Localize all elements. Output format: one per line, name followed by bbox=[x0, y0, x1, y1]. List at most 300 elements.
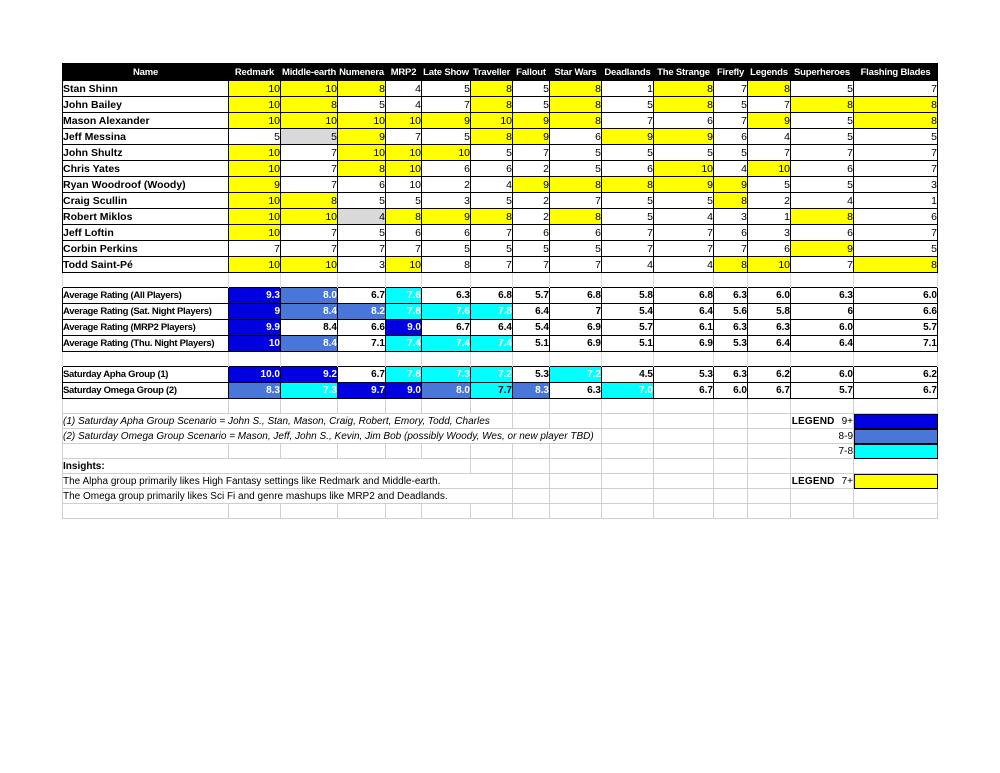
grid-cell bbox=[602, 273, 654, 288]
rating-cell: 2 bbox=[513, 161, 550, 177]
grid-cell bbox=[602, 429, 654, 444]
average-label-cell: Average Rating (Sat. Night Players) bbox=[63, 304, 229, 320]
column-header: Deadlands bbox=[602, 64, 654, 81]
average-cell: 6.6 bbox=[338, 320, 386, 336]
group-row bbox=[63, 367, 938, 383]
rating-cell: 5 bbox=[791, 177, 854, 193]
rating-cell: 7 bbox=[714, 241, 748, 257]
player-row bbox=[63, 241, 938, 257]
rating-cell: 5 bbox=[471, 145, 513, 161]
group-cell: 10.0 bbox=[229, 367, 281, 383]
grid-cell bbox=[229, 444, 281, 459]
rating-cell: 7 bbox=[550, 193, 602, 209]
average-cell: 6.6 bbox=[854, 304, 938, 320]
group-cell: 7.3 bbox=[281, 383, 338, 399]
rating-cell: 5 bbox=[513, 241, 550, 257]
rating-cell: 7 bbox=[281, 225, 338, 241]
grid-cell bbox=[791, 489, 854, 504]
rating-cell: 7 bbox=[229, 241, 281, 257]
rating-cell: 7 bbox=[854, 145, 938, 161]
group-cell: 4.5 bbox=[602, 367, 654, 383]
rating-cell: 8 bbox=[281, 97, 338, 113]
group-cell: 9.0 bbox=[386, 383, 422, 399]
average-cell: 8.4 bbox=[281, 336, 338, 352]
rating-cell: 1 bbox=[602, 81, 654, 97]
average-cell: 7.4 bbox=[471, 336, 513, 352]
average-cell: 7.8 bbox=[471, 304, 513, 320]
average-cell: 5.8 bbox=[748, 304, 791, 320]
rating-cell: 7 bbox=[281, 241, 338, 257]
rating-cell: 8 bbox=[422, 257, 471, 273]
column-header: Superheroes bbox=[791, 64, 854, 81]
rating-cell: 8 bbox=[854, 257, 938, 273]
legend-range-7plus: 7+ bbox=[841, 475, 853, 487]
player-name-cell: John Shultz bbox=[63, 145, 229, 161]
rating-cell: 6 bbox=[513, 225, 550, 241]
average-cell: 5.7 bbox=[513, 288, 550, 304]
rating-cell: 7 bbox=[854, 225, 938, 241]
grid-cell bbox=[854, 459, 938, 474]
footnote-2-text: (2) Saturday Omega Group Scenario = Mason, Jeff, John S., Kevin, Jim Bob (possibly Woody, Wes, or new player TBD) bbox=[63, 429, 602, 444]
grid-cell bbox=[748, 459, 791, 474]
rating-cell: 6 bbox=[602, 161, 654, 177]
grid-cell bbox=[791, 352, 854, 367]
grid-cell bbox=[748, 504, 791, 519]
rating-cell: 4 bbox=[386, 97, 422, 113]
rating-cell: 7 bbox=[602, 241, 654, 257]
group-row bbox=[63, 383, 938, 399]
grid-cell bbox=[63, 273, 229, 288]
grid-cell bbox=[602, 489, 654, 504]
player-row bbox=[63, 193, 938, 209]
rating-cell: 5 bbox=[550, 145, 602, 161]
player-row bbox=[63, 257, 938, 273]
player-name-cell: Corbin Perkins bbox=[63, 241, 229, 257]
rating-cell: 1 bbox=[854, 193, 938, 209]
group-cell: 6.3 bbox=[550, 383, 602, 399]
grid-cell bbox=[386, 444, 422, 459]
grid-cell bbox=[550, 399, 602, 414]
rating-cell: 8 bbox=[748, 81, 791, 97]
average-row bbox=[63, 320, 938, 336]
rating-cell: 9 bbox=[654, 177, 714, 193]
grid-cell bbox=[714, 474, 748, 489]
grid-cell bbox=[281, 399, 338, 414]
rating-cell: 9 bbox=[714, 177, 748, 193]
average-cell: 5.3 bbox=[714, 336, 748, 352]
rating-cell: 4 bbox=[602, 257, 654, 273]
grid-cell bbox=[714, 352, 748, 367]
rating-cell: 8 bbox=[471, 97, 513, 113]
group-cell: 6.7 bbox=[338, 367, 386, 383]
footnote-row-1 bbox=[63, 414, 938, 429]
rating-cell: 7 bbox=[513, 145, 550, 161]
average-cell: 6.7 bbox=[422, 320, 471, 336]
grid-cell bbox=[602, 414, 654, 429]
average-row bbox=[63, 288, 938, 304]
grid-cell bbox=[748, 273, 791, 288]
grid-cell bbox=[281, 352, 338, 367]
groups-section bbox=[63, 367, 938, 399]
rating-cell: 10 bbox=[338, 145, 386, 161]
legend-range-7-8: 7-8 bbox=[838, 445, 853, 457]
grid-cell bbox=[854, 273, 938, 288]
rating-cell: 10 bbox=[281, 209, 338, 225]
average-cell: 7 bbox=[550, 304, 602, 320]
rating-cell: 10 bbox=[386, 257, 422, 273]
grid-cell bbox=[471, 273, 513, 288]
grid-cell bbox=[513, 474, 550, 489]
grid-cell bbox=[471, 399, 513, 414]
rating-cell: 7 bbox=[602, 225, 654, 241]
average-cell: 7.1 bbox=[338, 336, 386, 352]
player-name-cell: Stan Shinn bbox=[63, 81, 229, 97]
grid-cell bbox=[714, 399, 748, 414]
rating-cell: 9 bbox=[602, 129, 654, 145]
rating-cell: 5 bbox=[854, 241, 938, 257]
spacer-row bbox=[63, 399, 938, 414]
rating-cell: 8 bbox=[854, 97, 938, 113]
rating-cell: 7 bbox=[714, 113, 748, 129]
group-cell: 7.3 bbox=[422, 367, 471, 383]
rating-cell: 10 bbox=[748, 161, 791, 177]
rating-cell: 5 bbox=[602, 209, 654, 225]
grid-cell bbox=[513, 414, 550, 429]
grid-cell bbox=[229, 273, 281, 288]
average-cell: 6.0 bbox=[748, 288, 791, 304]
spacer-row bbox=[63, 504, 938, 519]
average-cell: 6.1 bbox=[654, 320, 714, 336]
rating-cell: 10 bbox=[281, 113, 338, 129]
player-row bbox=[63, 97, 938, 113]
average-cell: 8.4 bbox=[281, 304, 338, 320]
grid-cell bbox=[513, 504, 550, 519]
rating-cell: 9 bbox=[791, 241, 854, 257]
average-cell: 6.4 bbox=[791, 336, 854, 352]
rating-cell: 5 bbox=[602, 145, 654, 161]
grid-cell bbox=[471, 444, 513, 459]
average-cell: 7.4 bbox=[386, 336, 422, 352]
grid-cell bbox=[281, 444, 338, 459]
group-cell: 6.7 bbox=[654, 383, 714, 399]
average-cell: 6.8 bbox=[471, 288, 513, 304]
rating-cell: 5 bbox=[791, 129, 854, 145]
average-row bbox=[63, 304, 938, 320]
grid-cell bbox=[63, 444, 229, 459]
rating-cell: 4 bbox=[748, 129, 791, 145]
rating-cell: 5 bbox=[338, 193, 386, 209]
average-cell: 6.3 bbox=[791, 288, 854, 304]
rating-cell: 5 bbox=[471, 241, 513, 257]
grid-cell bbox=[422, 352, 471, 367]
rating-cell: 2 bbox=[422, 177, 471, 193]
grid-cell bbox=[550, 459, 602, 474]
grid-cell bbox=[791, 504, 854, 519]
average-cell: 5.6 bbox=[714, 304, 748, 320]
insight-omega-text: The Omega group primarily likes Sci Fi and genre mashups like MRP2 and Deadlands. bbox=[63, 489, 513, 504]
grid-cell bbox=[654, 352, 714, 367]
grid-cell bbox=[471, 504, 513, 519]
rating-cell: 10 bbox=[229, 193, 281, 209]
grid-cell bbox=[654, 489, 714, 504]
average-label-cell: Average Rating (MRP2 Players) bbox=[63, 320, 229, 336]
rating-cell: 7 bbox=[281, 177, 338, 193]
grid-cell bbox=[748, 489, 791, 504]
average-cell: 6.7 bbox=[338, 288, 386, 304]
rating-cell: 10 bbox=[422, 145, 471, 161]
rating-cell: 10 bbox=[229, 97, 281, 113]
grid-cell bbox=[748, 399, 791, 414]
average-cell: 6.4 bbox=[513, 304, 550, 320]
rating-cell: 3 bbox=[422, 193, 471, 209]
group-cell: 6.0 bbox=[714, 383, 748, 399]
group-cell: 5.3 bbox=[513, 367, 550, 383]
grid-cell bbox=[854, 489, 938, 504]
grid-cell bbox=[471, 459, 513, 474]
rating-cell: 7 bbox=[654, 241, 714, 257]
rating-cell: 5 bbox=[229, 129, 281, 145]
grid-cell bbox=[654, 273, 714, 288]
grid-cell bbox=[513, 399, 550, 414]
player-row bbox=[63, 161, 938, 177]
rating-cell: 4 bbox=[791, 193, 854, 209]
grid-cell bbox=[791, 273, 854, 288]
rating-cell: 10 bbox=[748, 257, 791, 273]
average-cell: 6.3 bbox=[748, 320, 791, 336]
average-cell: 5.7 bbox=[854, 320, 938, 336]
average-cell: 6.0 bbox=[854, 288, 938, 304]
average-label-cell: Average Rating (Thu. Night Players) bbox=[63, 336, 229, 352]
average-cell: 6.9 bbox=[654, 336, 714, 352]
rating-cell: 5 bbox=[854, 129, 938, 145]
grid-cell bbox=[471, 352, 513, 367]
legend-range-7-8-cell bbox=[791, 444, 854, 459]
group-cell: 8.3 bbox=[229, 383, 281, 399]
average-cell: 9.3 bbox=[229, 288, 281, 304]
rating-cell: 5 bbox=[550, 161, 602, 177]
average-cell: 6.3 bbox=[422, 288, 471, 304]
group-cell: 6.2 bbox=[748, 367, 791, 383]
average-label-cell: Average Rating (All Players) bbox=[63, 288, 229, 304]
rating-cell: 10 bbox=[229, 209, 281, 225]
spacer-row bbox=[63, 352, 938, 367]
grid-cell bbox=[550, 489, 602, 504]
average-cell: 5.7 bbox=[602, 320, 654, 336]
grid-cell bbox=[550, 504, 602, 519]
player-name-cell: Chris Yates bbox=[63, 161, 229, 177]
rating-cell: 6 bbox=[422, 225, 471, 241]
ratings-table bbox=[62, 63, 938, 519]
rating-cell: 8 bbox=[791, 97, 854, 113]
rating-cell: 5 bbox=[386, 193, 422, 209]
column-header: Name bbox=[63, 64, 229, 81]
grid-cell bbox=[513, 459, 550, 474]
legend-row-7-8 bbox=[63, 444, 938, 459]
grid-cell bbox=[654, 504, 714, 519]
group-cell: 7.8 bbox=[386, 367, 422, 383]
rating-cell: 7 bbox=[714, 81, 748, 97]
grid-cell bbox=[854, 504, 938, 519]
rating-cell: 10 bbox=[229, 113, 281, 129]
group-cell: 9.7 bbox=[338, 383, 386, 399]
rating-cell: 8 bbox=[338, 161, 386, 177]
footnote-row-2 bbox=[63, 429, 938, 444]
column-header: The Strange bbox=[654, 64, 714, 81]
rating-cell: 5 bbox=[513, 81, 550, 97]
grid-cell bbox=[550, 414, 602, 429]
grid-cell bbox=[229, 504, 281, 519]
notes-and-legend-section bbox=[63, 399, 938, 519]
grid-cell bbox=[422, 444, 471, 459]
average-cell: 6 bbox=[791, 304, 854, 320]
rating-cell: 7 bbox=[471, 225, 513, 241]
grid-cell bbox=[63, 352, 229, 367]
rating-cell: 7 bbox=[386, 241, 422, 257]
insights-heading: Insights: bbox=[63, 459, 471, 474]
grid-cell bbox=[602, 459, 654, 474]
average-cell: 5.8 bbox=[602, 288, 654, 304]
header-row bbox=[63, 64, 938, 81]
rating-cell: 1 bbox=[748, 209, 791, 225]
average-cell: 9.9 bbox=[229, 320, 281, 336]
column-header: Legends bbox=[748, 64, 791, 81]
group-cell: 6.7 bbox=[854, 383, 938, 399]
grid-cell bbox=[513, 352, 550, 367]
grid-cell bbox=[714, 444, 748, 459]
player-name-cell: Todd Saint-Pé bbox=[63, 257, 229, 273]
rating-cell: 8 bbox=[471, 209, 513, 225]
grid-cell bbox=[602, 474, 654, 489]
group-cell: 7.2 bbox=[471, 367, 513, 383]
legend-title: LEGEND bbox=[791, 415, 835, 427]
rating-cell: 4 bbox=[338, 209, 386, 225]
rating-cell: 7 bbox=[748, 145, 791, 161]
grid-cell bbox=[386, 399, 422, 414]
grid-cell bbox=[513, 489, 550, 504]
rating-cell: 6 bbox=[714, 225, 748, 241]
rating-cell: 5 bbox=[791, 81, 854, 97]
grid-cell bbox=[854, 399, 938, 414]
rating-cell: 8 bbox=[602, 177, 654, 193]
grid-cell bbox=[654, 399, 714, 414]
average-cell: 9.0 bbox=[386, 320, 422, 336]
grid-cell bbox=[602, 352, 654, 367]
average-cell: 6.8 bbox=[550, 288, 602, 304]
rating-cell: 3 bbox=[854, 177, 938, 193]
legend-bottom-title-cell bbox=[791, 474, 854, 489]
column-header: Flashing Blades bbox=[854, 64, 938, 81]
rating-cell: 7 bbox=[422, 97, 471, 113]
grid-cell bbox=[748, 414, 791, 429]
rating-cell: 6 bbox=[471, 161, 513, 177]
legend-swatch-7-8 bbox=[854, 444, 938, 459]
rating-cell: 5 bbox=[714, 97, 748, 113]
grid-cell bbox=[714, 459, 748, 474]
rating-cell: 5 bbox=[602, 97, 654, 113]
average-cell: 6.4 bbox=[471, 320, 513, 336]
rating-cell: 8 bbox=[654, 81, 714, 97]
rating-cell: 6 bbox=[748, 241, 791, 257]
grid-cell bbox=[63, 504, 229, 519]
rating-cell: 10 bbox=[654, 161, 714, 177]
average-cell: 8.2 bbox=[338, 304, 386, 320]
average-cell: 10 bbox=[229, 336, 281, 352]
grid-cell bbox=[422, 399, 471, 414]
rating-cell: 2 bbox=[513, 209, 550, 225]
grid-cell bbox=[714, 273, 748, 288]
footnote-1-text: (1) Saturday Apha Group Scenario = John S., Stan, Mason, Craig, Robert, Emory, Todd, Charles bbox=[63, 414, 513, 429]
rating-cell: 8 bbox=[281, 193, 338, 209]
rating-cell: 7 bbox=[854, 161, 938, 177]
rating-cell: 9 bbox=[229, 177, 281, 193]
average-cell: 6.3 bbox=[714, 320, 748, 336]
player-row bbox=[63, 81, 938, 97]
rating-cell: 6 bbox=[550, 225, 602, 241]
rating-cell: 7 bbox=[513, 257, 550, 273]
grid-cell bbox=[791, 459, 854, 474]
grid-cell bbox=[654, 444, 714, 459]
rating-cell: 5 bbox=[422, 241, 471, 257]
grid-cell bbox=[550, 352, 602, 367]
group-cell: 6.3 bbox=[714, 367, 748, 383]
grid-cell bbox=[338, 504, 386, 519]
insight-row-omega bbox=[63, 489, 938, 504]
average-cell: 7.6 bbox=[422, 304, 471, 320]
player-row bbox=[63, 145, 938, 161]
grid-cell bbox=[63, 399, 229, 414]
legend-swatch-7plus bbox=[854, 474, 938, 489]
legend-top-title-cell bbox=[791, 414, 854, 429]
rating-cell: 9 bbox=[422, 209, 471, 225]
group-cell: 8.0 bbox=[422, 383, 471, 399]
grid-cell bbox=[422, 273, 471, 288]
average-cell: 6.9 bbox=[550, 336, 602, 352]
insight-row-alpha bbox=[63, 474, 938, 489]
grid-cell bbox=[386, 504, 422, 519]
average-cell: 5.1 bbox=[602, 336, 654, 352]
grid-cell bbox=[550, 444, 602, 459]
grid-cell bbox=[714, 489, 748, 504]
group-cell: 6.0 bbox=[791, 367, 854, 383]
group-label-cell: Saturday Apha Group (1) bbox=[63, 367, 229, 383]
average-cell: 6.8 bbox=[654, 288, 714, 304]
rating-cell: 9 bbox=[513, 177, 550, 193]
grid-cell bbox=[338, 273, 386, 288]
average-cell: 8.4 bbox=[281, 320, 338, 336]
rating-cell: 10 bbox=[229, 81, 281, 97]
rating-cell: 4 bbox=[654, 257, 714, 273]
average-cell: 8.0 bbox=[281, 288, 338, 304]
rating-cell: 5 bbox=[602, 193, 654, 209]
column-header: Star Wars bbox=[550, 64, 602, 81]
rating-cell: 2 bbox=[513, 193, 550, 209]
rating-cell: 7 bbox=[386, 129, 422, 145]
average-cell: 9 bbox=[229, 304, 281, 320]
rating-cell: 5 bbox=[714, 145, 748, 161]
rating-cell: 7 bbox=[748, 97, 791, 113]
grid-cell bbox=[550, 273, 602, 288]
rating-cell: 6 bbox=[386, 225, 422, 241]
rating-cell: 5 bbox=[471, 193, 513, 209]
grid-cell bbox=[748, 429, 791, 444]
spacer-row bbox=[63, 273, 938, 288]
grid-cell bbox=[602, 399, 654, 414]
rating-cell: 6 bbox=[550, 129, 602, 145]
average-cell: 7.1 bbox=[854, 336, 938, 352]
average-cell: 6.4 bbox=[748, 336, 791, 352]
legend-swatch-9plus bbox=[854, 414, 938, 429]
rating-cell: 5 bbox=[654, 193, 714, 209]
